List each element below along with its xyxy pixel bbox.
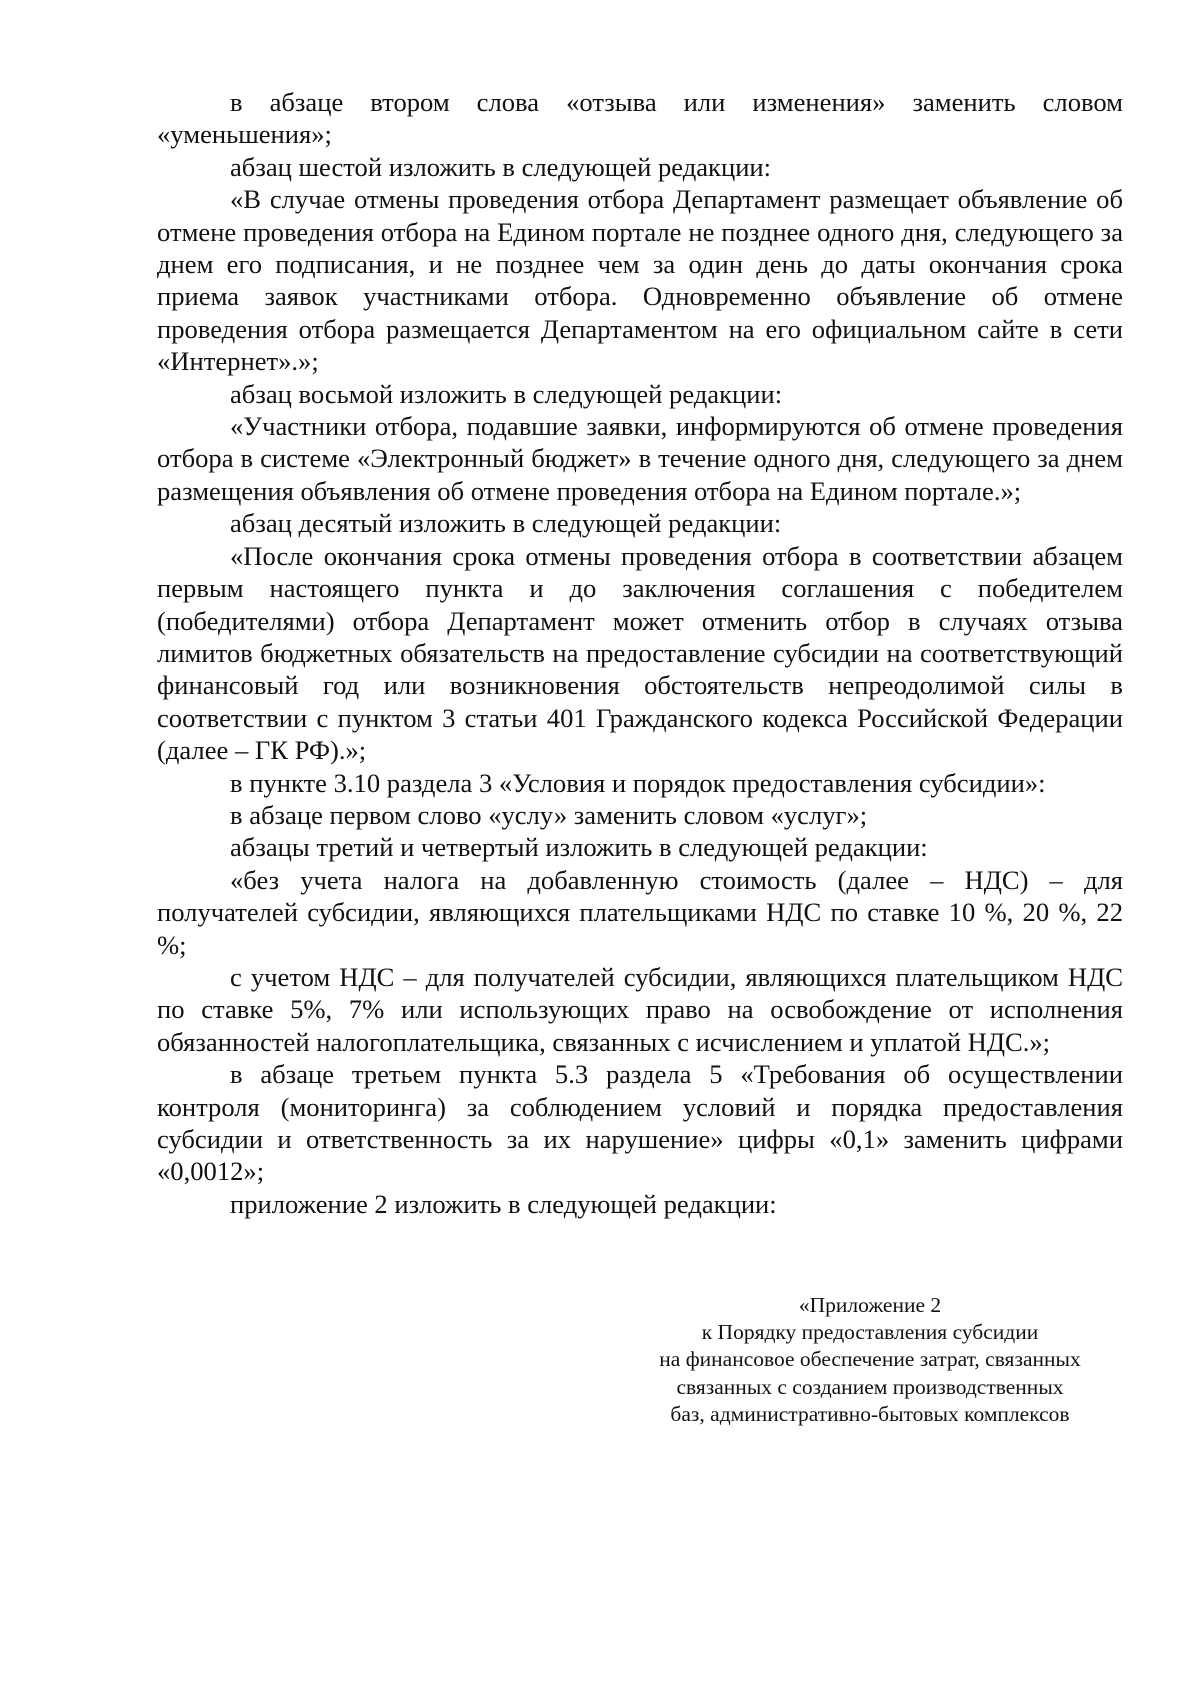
paragraph-14: приложение 2 изложить в следующей редакции: [230,1188,777,1219]
document-body [157,86,1123,1220]
appendix-line-3: на финансовое обеспечение затрат, связанных [659,1347,1081,1372]
paragraph-13: в абзаце третьем пункта 5.3 раздела 5 «Требования об осуществлении контроля (мониторинга) за соблюдением условий и порядка предоставления субсидии и ответственность за их нарушение» цифры «0,1» заменить цифрами «0,0012»; [157,1059,1123,1187]
paragraph-4: абзац восьмой изложить в следующей редакции: [230,378,783,409]
appendix-line-2: к Порядку предоставления субсидии [701,1320,1039,1345]
paragraph-9: в абзаце первом слово «услу» заменить словом «услуг»; [230,799,868,830]
appendix-line-4: связанных с созданием производственных [676,1374,1064,1399]
paragraph-7: «После окончания срока отмены проведения отбора в соответствии абзацем первым настоящего пункта и до заключения соглашения с победителем (победителями) отбора Департамент может отменить отбор в случаях отзыва лимитов бюджетных обязательств на предоставление субсидии на соответствующий финансовый год или возникновения обстоятельств непреодолимой силы в соответствии с пунктом 3 статьи 401 Гражданского кодекса Российской Федерации (далее – ГК РФ).»; [157,540,1123,766]
paragraph-5: «Участники отбора, подавшие заявки, информируются об отмене проведения отбора в системе «Электронный бюджет» в течение одного дня, следующего за днем размещения объявления об отмене проведения отбора на Едином портале.»; [157,411,1123,506]
appendix-line-5: баз, административно-бытовых комплексов [670,1401,1070,1426]
paragraph-11: «без учета налога на добавленную стоимость (далее – НДС) – для получателей субсидии, являющихся плательщиками НДС по ставке 10 %, 20 %, 22 %; [157,864,1123,960]
paragraph-12: с учетом НДС – для получателей субсидии, являющихся плательщиком НДС по ставке 5%, 7% или использующих право на освобождение от исполнения обязанностей налогоплательщика, связанных с исчислением и уплатой НДС.»; [157,961,1123,1057]
paragraph-10: абзацы третий и четвертый изложить в следующей редакции: [230,832,928,863]
paragraph-3: «В случае отмены проведения отбора Департамент размещает объявление об отмене проведения отбора на Едином портале не позднее одного дня, следующего за днем его подписания, и не позднее чем за один день до даты окончания срока приема заявок участниками отбора. Одновременно объявление об отмене проведения отбора размещается Департаментом на его официальном сайте в сети «Интернет».»; [157,184,1123,377]
appendix-line-1: «Приложение 2 [798,1293,942,1317]
paragraph-2: абзац шестой изложить в следующей редакции: [230,151,772,182]
paragraph-6: абзац десятый изложить в следующей редакции: [230,508,782,539]
paragraph-8: в пункте 3.10 раздела 3 «Условия и порядок предоставления субсидии»: [230,767,1046,798]
appendix-header [618,1292,1122,1428]
paragraph-1: в абзаце втором слова «отзыва или изменения» заменить словом «уменьшения»; [157,87,1123,150]
